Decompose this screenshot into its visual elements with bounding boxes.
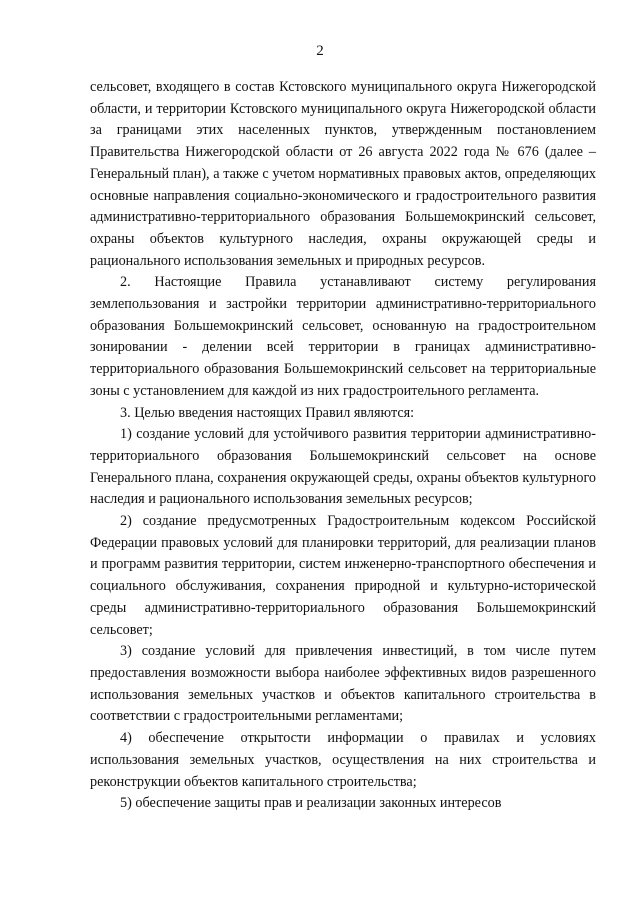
subitem-3: 3) создание условий для привлечения инвестиций, в том числе путем предоставления возможности выбора наиболее эффективных видов разрешенного использования земельных участков и объектов капитального строительства в соответствии с градостроительными регламентами; [90, 643, 596, 725]
subitem-2: 2) создание предусмотренных Градостроительным кодексом Российской Федерации правовых условий для планировки территорий, для реализации планов и программ развития территории, систем инженерно-транспортного обеспечения и социального обслуживания, сохранения природной и культурно-исторической среды административно-территориального образования Большемокринский сельсовет; [90, 513, 596, 638]
paragraph-continuation: сельсовет, входящего в состав Кстовского муниципального округа Нижегородской области, и территории Кстовского муниципального округа Нижегородской области за границами этих населенных пунктов, утвержденным постановлением Правительства Нижегородской области от 26 августа 2022 года № 676 (далее – Генеральный план), а также с учетом нормативных правовых актов, определяющих основные направления социально-экономического и градостроительного развития административно-территориального образования Большемокринский сельсовет, охраны объектов культурного наследия, охраны окружающей среды и рационального использования земельных и природных ресурсов. [90, 79, 596, 269]
page-number: 2 [316, 43, 324, 59]
paragraph-item-2: 2. Настоящие Правила устанавливают систему регулирования землепользования и застройки территории административно-территориального образования Большемокринский сельсовет, основанную на градостроительном зонировании - делении всей территории в границах административно-территориального образования Большемокринский сельсовет на территориальные зоны с установлением для каждой из них градостроительного регламента. [90, 274, 596, 399]
document-body [90, 77, 596, 815]
subitem-1: 1) создание условий для устойчивого развития территории административно-территориального образования Большемокринский сельсовет на основе Генерального плана, сохранения окружающей среды, охраны объектов культурного наследия и рационального использования земельных ресурсов; [90, 426, 596, 508]
subitem-4: 4) обеспечение открытости информации о правилах и условиях использования земельных участков, осуществления на них строительства и реконструкции объектов капитального строительства; [90, 730, 596, 790]
subitem-5: 5) обеспечение защиты прав и реализации законных интересов [120, 795, 502, 812]
paragraph-item-3: 3. Целью введения настоящих Правил являются: [120, 404, 415, 421]
